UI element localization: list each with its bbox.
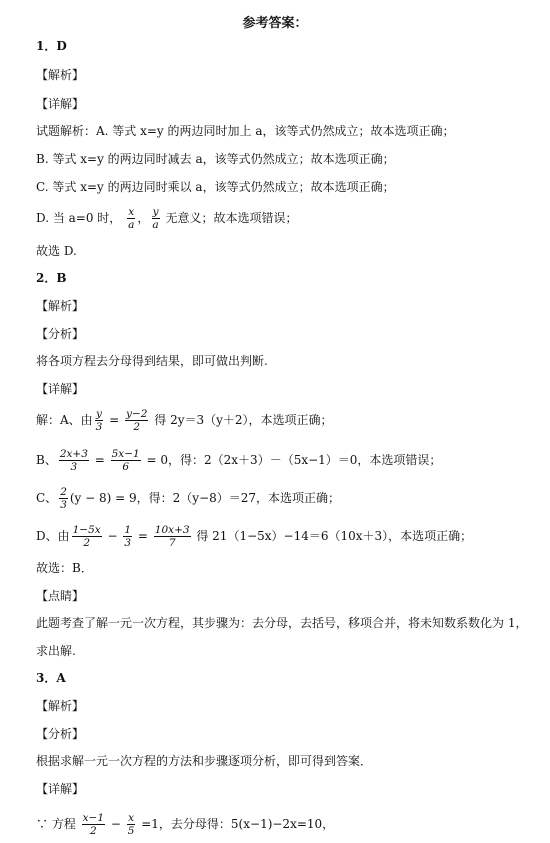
q2-line-b: B、 $\frac{2x+3}{3}$ = $\frac{5x-1}{6}$ = 0，得：2（2x＋3）－（5x−1）＝0，本选项错误； bbox=[36, 448, 442, 473]
q1-line-a: 试题解析：A. 等式 x=y 的两边同时加上 a，该等式仍然成立；故本选项正确； bbox=[36, 124, 455, 138]
q2-dianjing-line2: 求出解. bbox=[36, 644, 76, 658]
q1-line-d-pre: D. 当 a=0 时， bbox=[36, 211, 122, 225]
q2-line-d: D、由 $\frac{1-5x}{2}$ − $\frac{1}{3}$ = $\frac{10x+3}{7}$ 得 21（1−5x）−14＝6（10x＋3），本选项正确； bbox=[36, 524, 473, 549]
q2-line-a: 解：A、由 $\frac{y}{3}$ = $\frac{y-2}{2}$ 得 2y＝3（y＋2），本选项正确； bbox=[36, 408, 333, 433]
q1-line-b: B. 等式 x=y 的两边同时减去 a，该等式仍然成立；故本选项正确； bbox=[36, 152, 395, 166]
q1-conclusion: 故选 D. bbox=[36, 244, 77, 258]
q2-tag-analysis: 【解析】 bbox=[36, 299, 85, 313]
q1-line-d-post: 无意义；故本选项错误； bbox=[165, 211, 298, 225]
fraction: $\frac{2}{3}$ bbox=[60, 486, 67, 511]
q2-tag-fenxi: 【分析】 bbox=[36, 327, 85, 341]
q1-tag-analysis: 【解析】 bbox=[36, 68, 85, 82]
q3-fenxi: 根据求解一元一次方程的方法和步骤逐项分析，即可得到答案． bbox=[36, 754, 373, 768]
q3-tag-analysis: 【解析】 bbox=[36, 699, 85, 713]
q1-line-c: C. 等式 x=y 的两边同时乘以 a，该等式仍然成立；故本选项正确； bbox=[36, 180, 395, 194]
fraction: $\frac{10x+3}{7}$ bbox=[154, 524, 190, 549]
q2-line-c: C、 $\frac{2}{3}$ (y − 8) = 9，得：2（y−8）＝27，本选项正确； bbox=[36, 486, 341, 511]
q3-line: ∵ 方程 $\frac{x-1}{2}$ − $\frac{x}{5}$ =1，去分母得：5(x−1)−2x=10， bbox=[36, 812, 335, 837]
page-title: 参考答案： bbox=[242, 16, 308, 31]
q3-answer: 3．A bbox=[36, 671, 66, 685]
q2-tag-dianjing: 【点睛】 bbox=[36, 589, 85, 603]
fraction: $\frac{5x-1}{6}$ bbox=[111, 448, 140, 473]
fraction-y-over-a: $\frac{y}{a}$ bbox=[152, 206, 159, 231]
q2-dianjing-line1: 此题考查了解一元一次方程，其步骤为：去分母，去括号，移项合并，将未知数系数化为 1， bbox=[36, 616, 528, 630]
fraction: $\frac{2x+3}{3}$ bbox=[59, 448, 88, 473]
q3-tag-detail: 【详解】 bbox=[36, 782, 85, 796]
fraction: $\frac{x}{5}$ bbox=[127, 812, 135, 837]
q1-tag-detail: 【详解】 bbox=[36, 97, 85, 111]
fraction: $\frac{x-1}{2}$ bbox=[82, 812, 105, 837]
q2-fenxi: 将各项方程去分母得到结果，即可做出判断. bbox=[36, 354, 268, 368]
q2-answer: 2．B bbox=[36, 271, 67, 285]
fraction-x-over-a: $\frac{x}{a}$ bbox=[128, 206, 135, 231]
q2-conclusion: 故选：B． bbox=[36, 561, 93, 575]
q1-line-d: D. 当 a=0 时， $\frac{x}{a}$ ， $\frac{y}{a}$ 无意义；故本选项错误； bbox=[36, 206, 298, 231]
fraction: $\frac{y-2}{2}$ bbox=[126, 408, 148, 433]
q2-tag-detail: 【详解】 bbox=[36, 382, 85, 396]
fraction: $\frac{1-5x}{2}$ bbox=[72, 524, 101, 549]
q3-tag-fenxi: 【分析】 bbox=[36, 727, 85, 741]
q1-answer: 1．D bbox=[36, 39, 67, 53]
fraction: $\frac{1}{3}$ bbox=[124, 524, 132, 549]
fraction: $\frac{y}{3}$ bbox=[95, 408, 103, 433]
